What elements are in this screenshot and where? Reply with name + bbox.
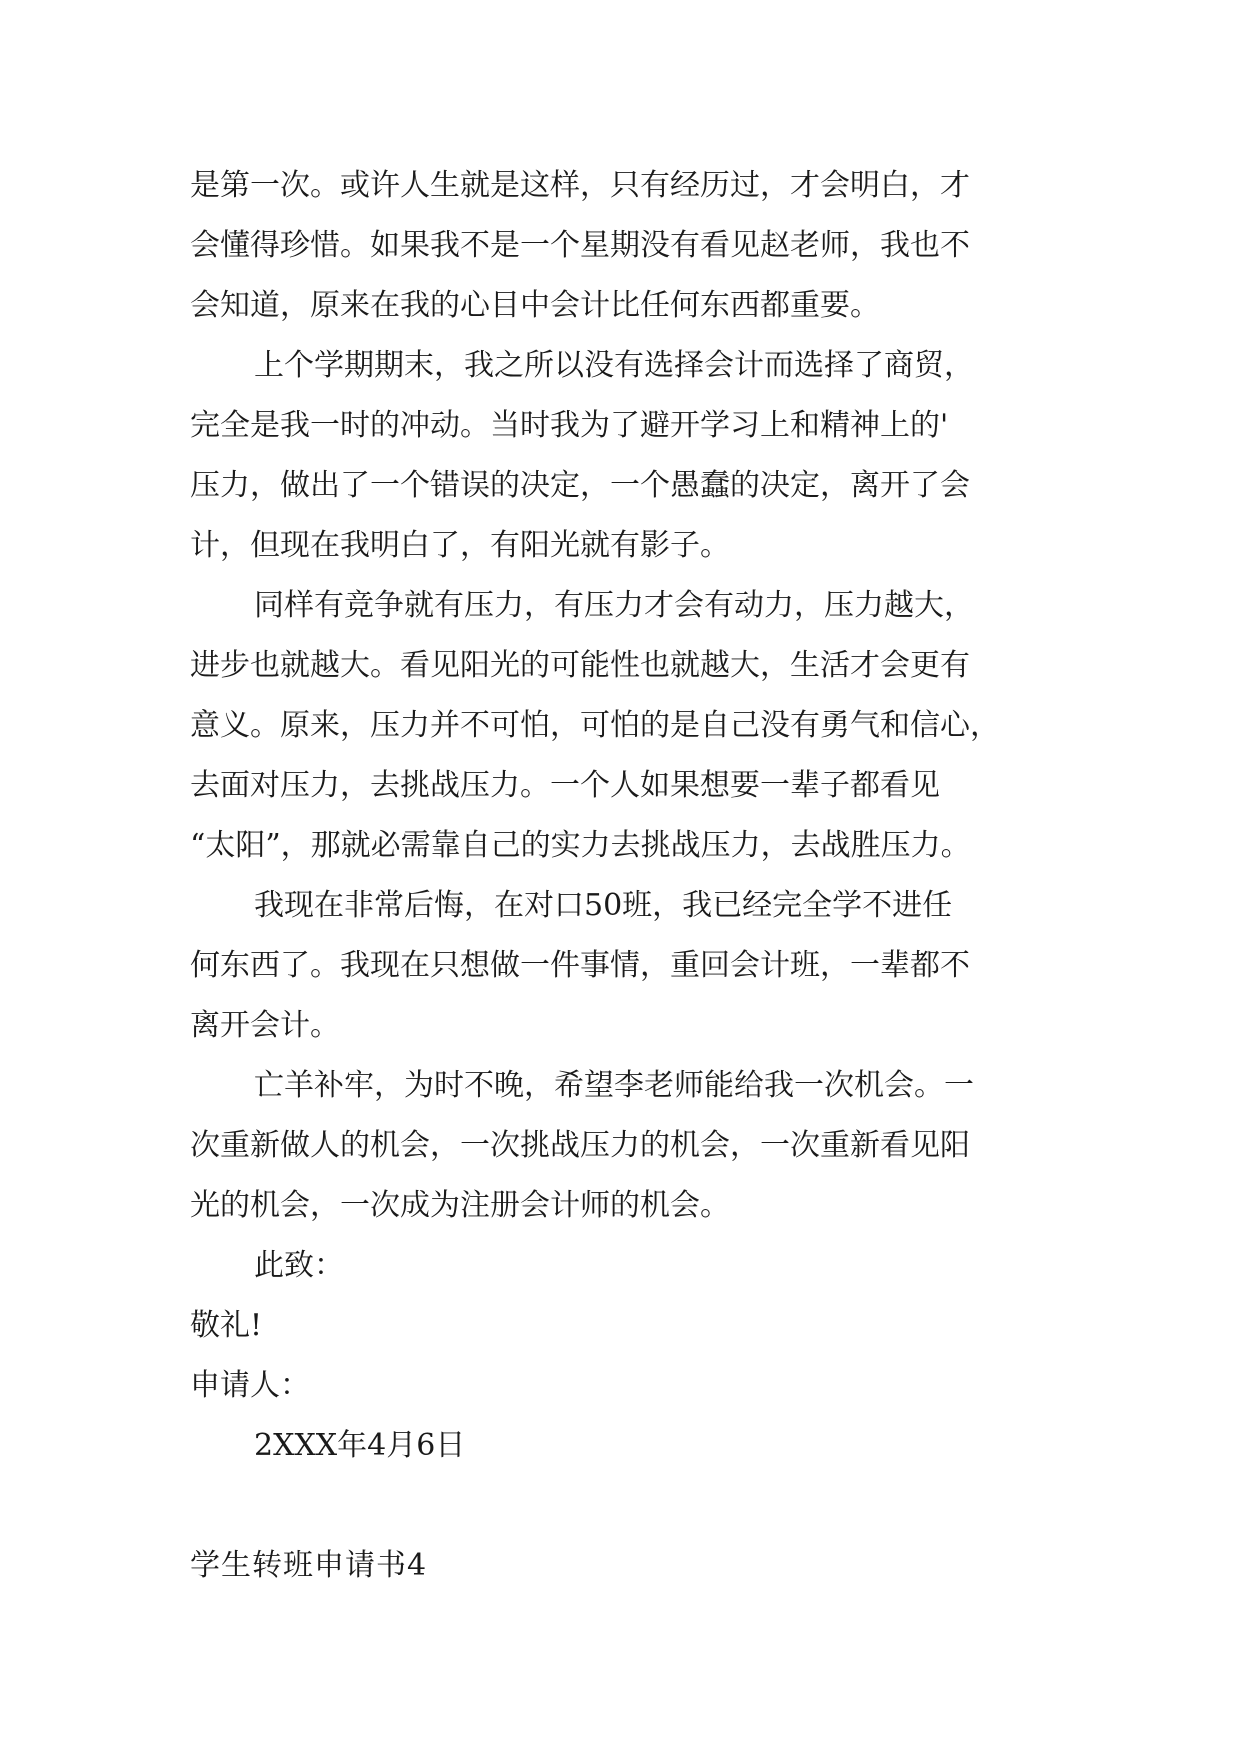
body-text-line: 去面对压力，去挑战压力。一个人如果想要一辈子都看见 [190, 768, 940, 803]
body-text-line: 是第一次。或许人生就是这样，只有经历过，才会明白，才 [190, 168, 970, 203]
body-text-line: 会懂得珍惜。如果我不是一个星期没有看见赵老师，我也不 [190, 228, 970, 263]
date-line: 2XXX年4月6日 [254, 1428, 466, 1463]
body-text-line: 我现在非常后悔，在对口50班，我已经完全学不进任 [254, 888, 953, 923]
body-text-line: 次重新做人的机会，一次挑战压力的机会，一次重新看见阳 [190, 1128, 970, 1163]
closing-salutation: 此致： [254, 1248, 344, 1283]
body-text-line: 压力，做出了一个错误的决定，一个愚蠢的决定，离开了会 [190, 468, 970, 503]
body-text-line: 意义。原来，压力并不可怕，可怕的是自己没有勇气和信心， [190, 708, 1000, 743]
body-text-line: 亡羊补牢，为时不晚，希望李老师能给我一次机会。一 [254, 1068, 974, 1103]
body-text-line: 同样有竞争就有压力，有压力才会有动力，压力越大， [254, 588, 974, 623]
applicant-label: 申请人： [190, 1368, 310, 1403]
body-text-line: “太阳”，那就必需靠自己的实力去挑战压力，去战胜压力。 [190, 828, 971, 863]
closing-regards: 敬礼! [190, 1308, 263, 1343]
section-title: 学生转班申请书4 [190, 1548, 428, 1583]
body-text-line: 何东西了。我现在只想做一件事情，重回会计班，一辈都不 [190, 948, 970, 983]
body-text-line: 光的机会，一次成为注册会计师的机会。 [190, 1188, 730, 1223]
body-text-line: 计，但现在我明白了，有阳光就有影子。 [190, 528, 730, 563]
body-text-line: 上个学期期末，我之所以没有选择会计而选择了商贸， [254, 348, 974, 383]
body-text-line: 进步也就越大。看见阳光的可能性也就越大，生活才会更有 [190, 648, 970, 683]
body-text-line: 完全是我一时的冲动。当时我为了避开学习上和精神上的' [190, 408, 949, 443]
body-text-line: 离开会计。 [190, 1008, 340, 1043]
body-text-line: 会知道，原来在我的心目中会计比任何东西都重要。 [190, 288, 880, 323]
